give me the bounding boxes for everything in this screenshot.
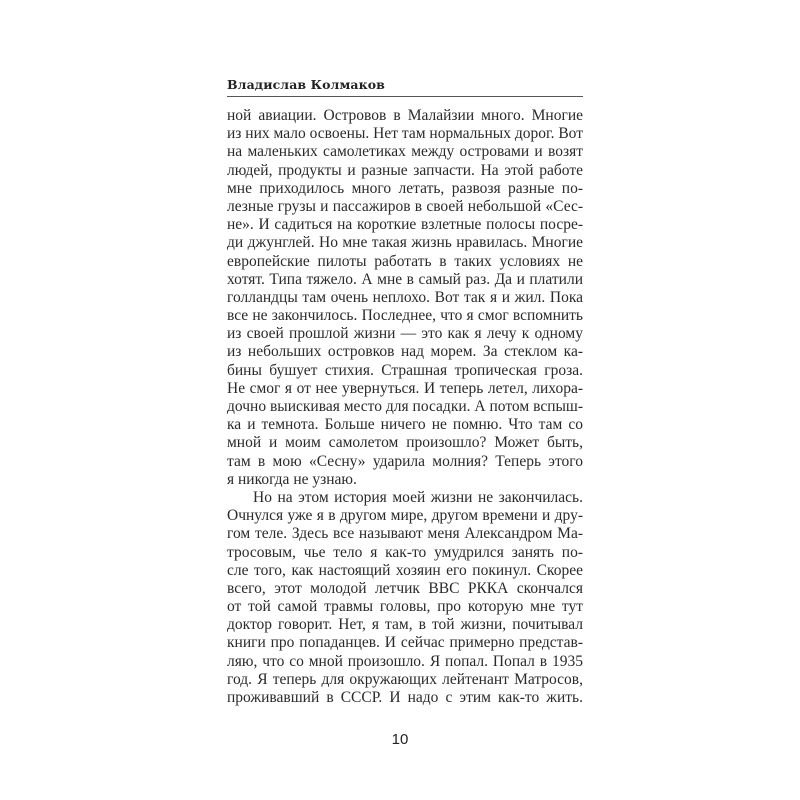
text-line: из небольших островков над морем. За стеклом ка-	[227, 343, 583, 361]
text-line: бины бушует стихия. Страшная тропическая гроза.	[227, 361, 583, 379]
text-line: от той самой травмы головы, про которую мне тут	[227, 598, 583, 616]
text-line: ди джунглей. Но мне такая жизнь нравилась. Многие	[227, 234, 583, 252]
text-line: мне приходилось много летать, развозя разные по-	[227, 179, 583, 197]
text-line: Но на этом история моей жизни не закончилась.	[253, 488, 583, 506]
text-line: мной и моим самолетом произошло? Может быть,	[227, 434, 583, 452]
text-line: хотят. Типа тяжело. А мне в самый раз. Да и платили	[227, 270, 583, 288]
text-line: на маленьких самолетиках между островами и возят	[227, 143, 583, 161]
page-number: 10	[391, 731, 409, 748]
text-line: ляю, что со мной произошло. Я попал. Попал в 1935	[227, 652, 583, 670]
text-line: все не закончилось. Последнее, что я смог вспомнить	[227, 307, 583, 325]
text-line: из своей прошлой жизни — это как я лечу к одному	[227, 325, 583, 343]
text-line: людей, продукты и разные запчасти. На этой работе	[227, 161, 583, 179]
text-line: всего, этот молодой летчик ВВС РККА скончался	[227, 579, 583, 597]
text-line: доктор говорит. Нет, я там, в той жизни, почитывал	[227, 616, 583, 634]
text-line: дочно выискивая место для посадки. А потом вспыш-	[227, 398, 583, 415]
text-line: тросовым, чье тело я как-то умудрился занять по-	[227, 543, 583, 561]
text-line: гом теле. Здесь все называют меня Александром Ма-	[227, 525, 583, 543]
text-line: голландцы там очень неплохо. Вот так я и жил. Пока	[227, 288, 583, 306]
text-line: проживавший в СССР. И надо с этим как-то жить.	[227, 689, 583, 706]
running-header-author: Владислав Колмаков	[227, 77, 583, 97]
text-line: из них мало освоены. Нет там нормальных дорог. Вот	[227, 125, 583, 143]
text-line: Очнулся уже я в другом мире, другом времени и дру-	[227, 507, 583, 525]
text-line: ка и темнота. Больше ничего не помню. Что там со	[227, 416, 583, 434]
text-line: Не смог я от нее увернуться. И теперь летел, лихора-	[227, 379, 583, 397]
text-line: ной авиации. Островов в Малайзии много. Многие	[227, 107, 583, 124]
text-line: книги про попаданцев. И сейчас примерно представ-	[227, 634, 583, 652]
text-line: я никогда не узнаю.	[227, 470, 357, 488]
text-line: европейские пилоты работать в таких условиях не	[227, 252, 583, 270]
text-line: сле того, как настоящий хозяин его покинул. Скорее	[227, 561, 583, 579]
text-line: не». И садиться на короткие взлетные полосы посре-	[227, 216, 583, 234]
text-line: лезные грузы и пассажиров в своей небольшой «Сес-	[227, 197, 583, 215]
text-line: там в мою «Сесну» ударила молния? Теперь этого	[227, 452, 583, 470]
text-line: год. Я теперь для окружающих лейтенант Матросов,	[227, 670, 583, 688]
page-body-text	[227, 107, 583, 707]
